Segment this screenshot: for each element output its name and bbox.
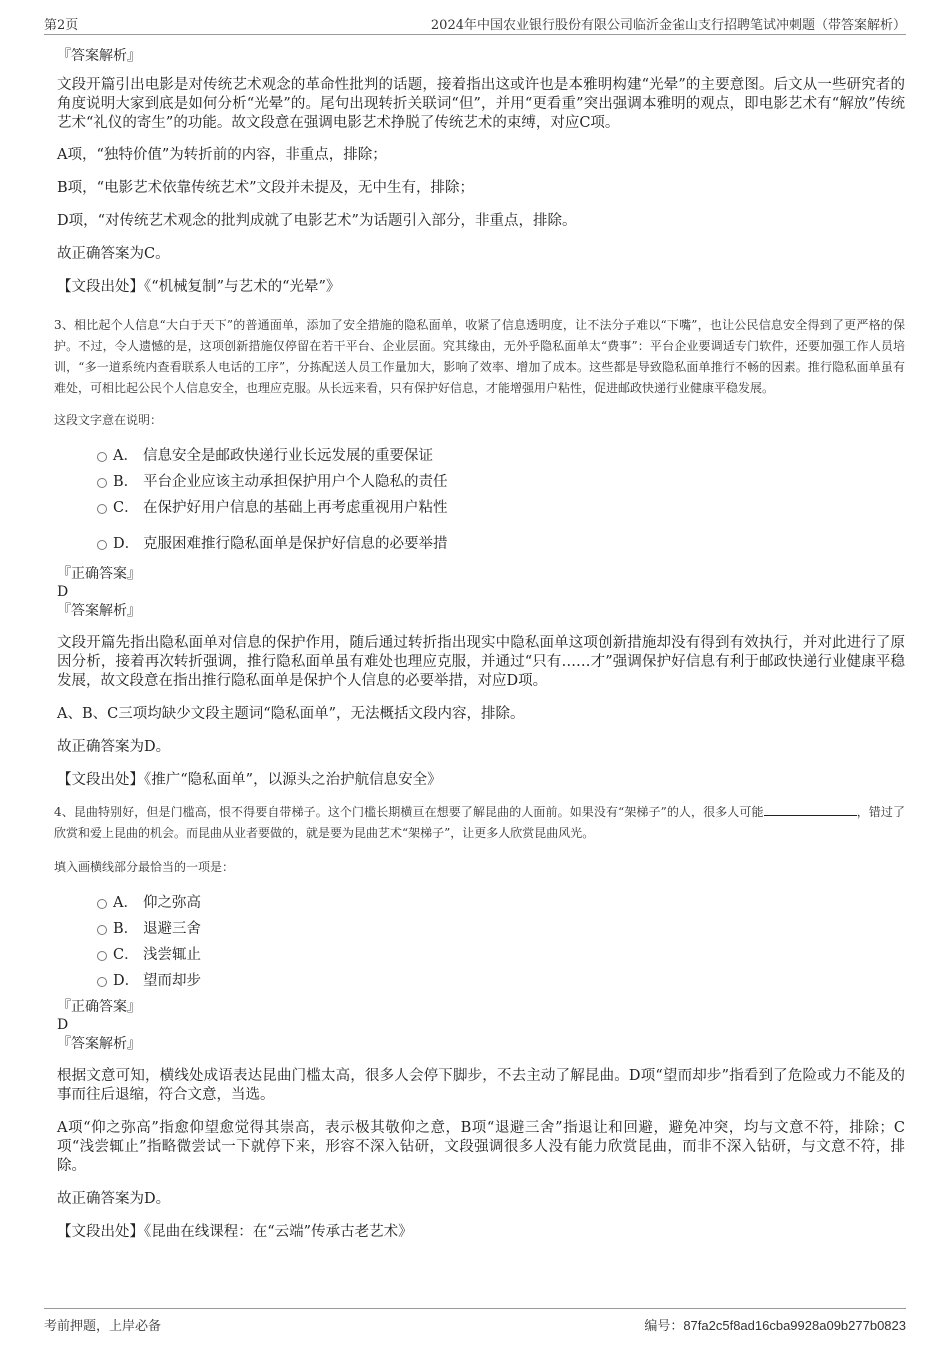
answer-conclusion: 故正确答案为C。 bbox=[57, 246, 170, 262]
analysis-label: 『答案解析』 bbox=[57, 48, 141, 64]
answer-conclusion: 故正确答案为D。 bbox=[57, 1191, 171, 1207]
option-b[interactable]: B． 退避三舍 bbox=[57, 916, 905, 942]
option-list bbox=[57, 443, 905, 557]
document-code: 编号：87fa2c5f8ad16cba9928a09b277b0823 bbox=[644, 1318, 906, 1334]
analysis-paragraph: A、B、C三项均缺少文段主题词“隐私面单”，无法概括文段内容，排除。 bbox=[57, 706, 525, 722]
question-prompt: 填入画横线部分最恰当的一项是： bbox=[54, 860, 235, 874]
radio-button[interactable] bbox=[97, 540, 107, 550]
source-citation: 【文段出处】《“机械复制”与艺术的“光晕”》 bbox=[57, 279, 341, 295]
radio-button[interactable] bbox=[97, 951, 107, 961]
correct-answer: D bbox=[57, 1017, 69, 1033]
analysis-label: 『答案解析』 bbox=[57, 1036, 141, 1052]
analysis-option-b: B项，“电影艺术依靠传统艺术”文段并未提及，无中生有，排除； bbox=[57, 180, 474, 196]
radio-button[interactable] bbox=[97, 504, 107, 514]
correct-answer-label: 『正确答案』 bbox=[57, 999, 141, 1015]
option-d[interactable]: D． 望而却步 bbox=[57, 968, 905, 994]
analysis-paragraph: 根据文意可知，横线处成语表达昆曲门槛太高，很多人会停下脚步，不去主动了解昆曲。D项“望而却步”指看到了危险或力不能及的事而往后退缩，符合文意，当选。 bbox=[57, 1068, 905, 1103]
page-header bbox=[44, 14, 906, 35]
option-a[interactable]: A． 信息安全是邮政快递行业长远发展的重要保证 bbox=[57, 443, 905, 469]
radio-button[interactable] bbox=[97, 899, 107, 909]
page-number: 第2页 bbox=[44, 18, 79, 33]
page-content bbox=[54, 46, 905, 1242]
option-list bbox=[57, 890, 905, 994]
question-stem: 4、昆曲特别好，但是门槛高，恨不得要自带梯子。这个门槛长期横亘在想要了解昆曲的人面前。如果没有“架梯子”的人，很多人可能 ，错过了欣赏和爱上昆曲的机会。而昆曲从业者要做的，就是要为昆曲艺术“架梯子”，让更多人欣赏昆曲风光。 bbox=[54, 805, 905, 840]
analysis-paragraph: 文段开篇先指出隐私面单对信息的保护作用，随后通过转折指出现实中隐私面单这项创新措施却没有得到有效执行，并对此进行了原因分析，接着再次转折强调，推行隐私面单虽有难处也理应克服，并通过“只有……才”强调保护好信息有利于邮政快递行业健康平稳发展，故文段意在指出推行隐私面单是保护个人信息的必要举措，对应D项。 bbox=[57, 635, 905, 689]
correct-answer: D bbox=[57, 584, 69, 600]
option-d[interactable]: D． 克服困难推行隐私面单是保护好信息的必要举措 bbox=[57, 531, 905, 557]
option-b[interactable]: B． 平台企业应该主动承担保护用户个人隐私的责任 bbox=[57, 469, 905, 495]
option-a[interactable]: A． 仰之弥高 bbox=[57, 890, 905, 916]
option-c[interactable]: C． 浅尝辄止 bbox=[57, 942, 905, 968]
analysis-paragraph: 文段开篇引出电影是对传统艺术观念的革命性批判的话题，接着指出这或许也是本雅明构建“光晕”的主要意图。后文从一些研究者的角度说明大家到底是如何分析“光晕”的。尾句出现转折关联词“但”，并用“更看重”突出强调本雅明的观点，即电影艺术有“解放”传统艺术“礼仪的寄生”的功能。故文段意在强调电影艺术挣脱了传统艺术的束缚，对应C项。 bbox=[57, 77, 905, 131]
option-c[interactable]: C． 在保护好用户信息的基础上再考虑重视用户粘性 bbox=[57, 495, 905, 521]
answer-conclusion: 故正确答案为D。 bbox=[57, 739, 171, 755]
radio-button[interactable] bbox=[97, 478, 107, 488]
fill-in-blank bbox=[764, 803, 857, 816]
source-citation: 【文段出处】《昆曲在线课程：在“云端”传承古老艺术》 bbox=[57, 1224, 413, 1240]
analysis-option-a: A项，“独特价值”为转折前的内容，非重点，排除； bbox=[57, 147, 387, 163]
radio-button[interactable] bbox=[97, 452, 107, 462]
radio-button[interactable] bbox=[97, 977, 107, 987]
analysis-label: 『答案解析』 bbox=[57, 603, 141, 619]
footer-slogan: 考前押题，上岸必备 bbox=[44, 1319, 162, 1334]
analysis-paragraph: A项“仰之弥高”指愈仰望愈觉得其崇高，表示极其敬仰之意，B项“退避三舍”指退让和回避，避免冲突，均与文意不符，排除；C项“浅尝辄止”指略微尝试一下就停下来，形容不深入钻研，文段强调很多人没有能力欣赏昆曲，而非不深入钻研，与文意不符，排除。 bbox=[57, 1120, 905, 1174]
document-title: 2024年中国农业银行股份有限公司临沂金雀山支行招聘笔试冲刺题（带答案解析） bbox=[430, 18, 906, 33]
analysis-option-d: D项，“对传统艺术观念的批判成就了电影艺术”为话题引入部分，非重点，排除。 bbox=[57, 213, 577, 229]
source-citation: 【文段出处】《推广“隐私面单”，以源头之治护航信息安全》 bbox=[57, 772, 442, 788]
correct-answer-label: 『正确答案』 bbox=[57, 566, 141, 582]
question-prompt: 这段文字意在说明： bbox=[54, 413, 163, 427]
page-footer bbox=[44, 1308, 906, 1334]
radio-button[interactable] bbox=[97, 925, 107, 935]
question-stem: 3、相比起个人信息“大白于天下”的普通面单，添加了安全措施的隐私面单，收紧了信息透明度，让不法分子难以“下嘴”，也让公民信息安全得到了更严格的保护。不过，令人遗憾的是，这项创新措施仅停留在若干平台、企业层面。究其缘由，无外乎隐私面单太“费事”：平台企业要调适专门软件，还要加强工作人员培训，“多一道系统内查看联系人电话的工序”，分拣配送人员工作量加大，影响了效率、增加了成本。这些都是导致隐私面单推行不畅的因素。推行隐私面单虽有难处，可相比起公民个人信息安全，也理应克服。从长远来看，只有保护好信息，才能增强用户粘性，促进邮政快递行业健康平稳发展。 bbox=[54, 318, 905, 395]
